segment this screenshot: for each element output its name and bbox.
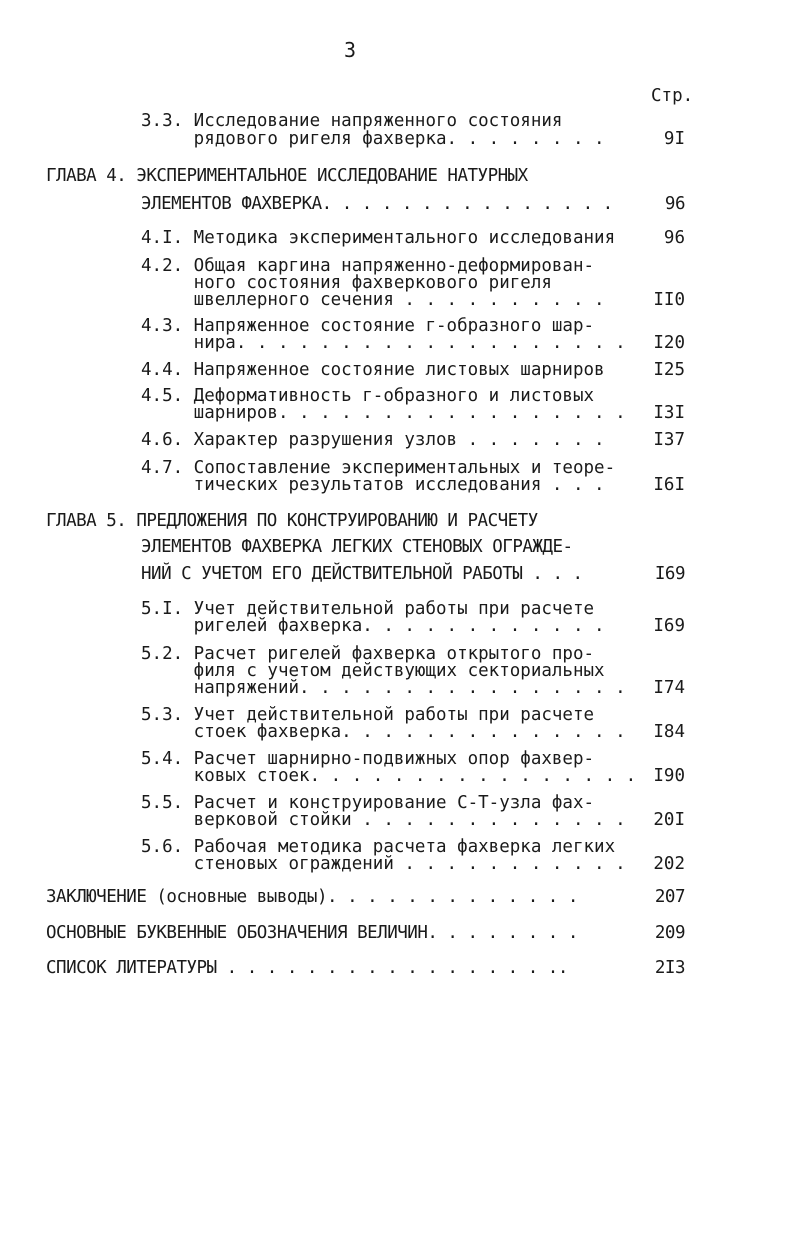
toc-line: ного состояния фахверкового ригеля (141, 273, 552, 293)
toc-line: 5.I. Учет действительной работы при расчете (141, 599, 595, 619)
toc-line: 4.4. Напряженное состояние листовых шарниров (141, 360, 605, 380)
toc-line: 4.6. Характер разрушения узлов . . . . . . . (141, 430, 605, 450)
toc-line: 4.5. Деформативность г-образного и листовых (141, 386, 595, 406)
toc-page: 96 (663, 228, 685, 248)
toc-page: I69 (654, 564, 685, 584)
toc-page: II0 (653, 290, 685, 310)
toc-line: 5.3. Учет действительной работы при расчете (141, 705, 595, 725)
toc-line: 4.I. Методика экспериментального исследования (141, 228, 616, 248)
toc-page: 209 (654, 923, 685, 943)
toc-page: I3I (653, 403, 685, 423)
toc-line: напряжений. . . . . . . . . . . . . . . . (141, 678, 626, 698)
toc-line: 4.7. Сопоставление экспериментальных и теоре- (141, 458, 616, 478)
toc-line: ковых стоек. . . . . . . . . . . . . . . . (141, 766, 637, 786)
toc-line: 3.3. Исследование напряженного состояния (141, 111, 563, 131)
toc-line: 5.2. Расчет ригелей фахверка открытого про- (141, 644, 595, 664)
toc-line: 5.4. Расчет шарнирно-подвижных опор фахвер- (141, 749, 595, 769)
toc-page: I20 (653, 333, 685, 353)
toc-line: ОСНОВНЫЕ БУКВЕННЫЕ ОБОЗНАЧЕНИЯ ВЕЛИЧИН. . . . . . . . (46, 923, 578, 943)
toc-page: 96 (664, 194, 685, 214)
toc-page: 9I (663, 129, 685, 149)
page-column-label: Стр. (651, 86, 694, 106)
toc-line: рядового ригеля фахверка. . . . . . . . (141, 129, 605, 149)
toc-line: 5.6. Рабочая методика расчета фахверка легких (141, 837, 616, 857)
toc-line: стоек фахверка. . . . . . . . . . . . . . (141, 722, 626, 742)
toc-page: I6I (653, 475, 685, 495)
toc-page: 202 (653, 854, 685, 874)
toc-line: 4.2. Общая каргина напряженно-деформирован- (141, 256, 595, 276)
toc-page: 207 (654, 887, 685, 907)
toc-page: I69 (653, 616, 685, 636)
toc-line: швеллерного сечения . . . . . . . . . . (141, 290, 605, 310)
toc-line: тических результатов исследования . . . (141, 475, 605, 495)
toc-line: ГЛАВА 4. ЭКСПЕРИМЕНТАЛЬНОЕ ИССЛЕДОВАНИЕ НАТУРНЫХ (46, 166, 528, 186)
toc-page: I74 (653, 678, 685, 698)
toc-page: I90 (653, 766, 685, 786)
toc-line: ЭЛЕМЕНТОВ ФАХВЕРКА ЛЕГКИХ СТЕНОВЫХ ОГРАЖДЕ- (141, 537, 573, 557)
toc-line: 5.5. Расчет и конструирование С-Т-узла фах- (141, 793, 595, 813)
toc-page: I84 (653, 722, 685, 742)
toc-line: НИЙ С УЧЕТОМ ЕГО ДЕЙСТВИТЕЛЬНОЙ РАБОТЫ . . . (141, 564, 583, 584)
toc-page: I25 (653, 360, 685, 380)
toc-line: стеновых ограждений . . . . . . . . . . . (141, 854, 626, 874)
toc-line: ГЛАВА 5. ПРЕДЛОЖЕНИЯ ПО КОНСТРУИРОВАНИЮ И РАСЧЕТУ (46, 511, 538, 531)
toc-line: филя с учетом действующих секториальных (141, 661, 605, 681)
toc-line: 4.3. Напряженное состояние г-образного шар- (141, 316, 595, 336)
toc-page: 20I (653, 810, 685, 830)
toc-page: 2I3 (654, 958, 685, 978)
page-number: 3 (344, 38, 357, 62)
toc-line: СПИСОК ЛИТЕРАТУРЫ . . . . . . . . . . . . . . . . .. (46, 958, 568, 978)
toc-line: ЗАКЛЮЧЕНИЕ (основные выводы). . . . . . . . . . . . . (46, 887, 578, 907)
toc-line: верковой стойки . . . . . . . . . . . . . (141, 810, 626, 830)
toc-line: ригелей фахверка. . . . . . . . . . . . (141, 616, 605, 636)
toc-line: нира. . . . . . . . . . . . . . . . . . . (141, 333, 626, 353)
toc-page: I37 (653, 430, 685, 450)
toc-line: шарниров. . . . . . . . . . . . . . . . . (141, 403, 626, 423)
toc-line: ЭЛЕМЕНТОВ ФАХВЕРКА. . . . . . . . . . . . . . . (141, 194, 613, 214)
